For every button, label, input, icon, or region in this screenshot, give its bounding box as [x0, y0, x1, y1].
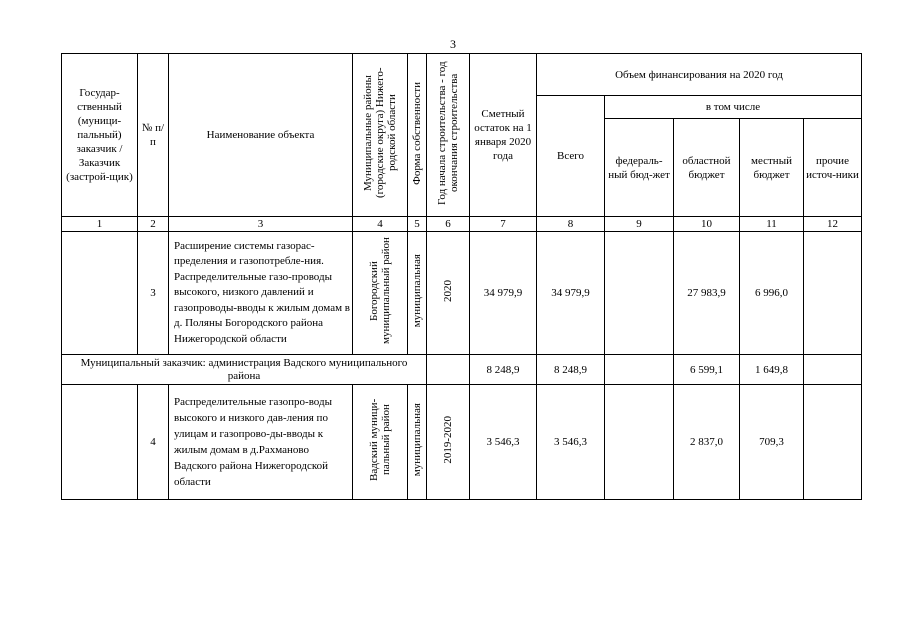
ownership-cell: муниципальная: [408, 385, 427, 500]
header-district: Муниципальные районы (городские округа) Нижего-родской области: [353, 54, 408, 217]
customer-cell: [62, 385, 138, 500]
district-cell: Богородский муниципальный район: [353, 232, 408, 355]
column-number: 7: [470, 217, 537, 232]
row-number: 3: [138, 232, 169, 355]
federal-cell: [605, 355, 674, 385]
regional-cell: 27 983,9: [674, 232, 740, 355]
financing-table: [61, 53, 862, 500]
regional-cell: 2 837,0: [674, 385, 740, 500]
header-object: Наименование объекта: [169, 54, 353, 217]
other-cell: [804, 385, 862, 500]
customer-cell: [62, 232, 138, 355]
remainder-cell: 8 248,9: [470, 355, 537, 385]
district-cell: Вадский муници-пальный район: [353, 385, 408, 500]
page-number: 3: [450, 37, 456, 51]
column-number-row: [62, 217, 862, 232]
header-local: местный бюджет: [740, 119, 804, 217]
header-num: № п/п: [138, 54, 169, 217]
ownership-cell: муниципальная: [408, 232, 427, 355]
header-financing: Объем финансирования на 2020 год: [537, 54, 862, 96]
header-ownership: Форма собственности: [408, 54, 427, 217]
local-cell: 709,3: [740, 385, 804, 500]
header-other: прочие источ-ники: [804, 119, 862, 217]
remainder-cell: 3 546,3: [470, 385, 537, 500]
column-number: 10: [674, 217, 740, 232]
total-cell: 34 979,9: [537, 232, 605, 355]
years-cell: 2019-2020: [427, 385, 470, 500]
table-row: [62, 232, 862, 355]
row-number: 4: [138, 385, 169, 500]
remainder-cell: 34 979,9: [470, 232, 537, 355]
header-row-1: [62, 54, 862, 96]
column-number: 8: [537, 217, 605, 232]
column-number: 11: [740, 217, 804, 232]
years-cell: [427, 355, 470, 385]
column-number: 1: [62, 217, 138, 232]
column-number: 12: [804, 217, 862, 232]
header-total: Всего: [537, 96, 605, 217]
years-cell: 2020: [427, 232, 470, 355]
column-number: 4: [353, 217, 408, 232]
header-regional: областной бюджет: [674, 119, 740, 217]
column-number: 9: [605, 217, 674, 232]
column-number: 6: [427, 217, 470, 232]
header-remainder: Сметный остаток на 1 января 2020 года: [470, 54, 537, 217]
table-row: [62, 355, 862, 385]
other-cell: [804, 355, 862, 385]
federal-cell: [605, 385, 674, 500]
object-name: Расширение системы газорас-пределения и газопотребле-ния. Распределительные газо-проводы высокого, низкого давлений и газопроводы-вводы к жилым домам в д. Поляны Богородского района Нижегородской области: [169, 232, 353, 355]
total-cell: 8 248,9: [537, 355, 605, 385]
customer-group-label: Муниципальный заказчик: администрация Вадского муниципального района: [62, 355, 427, 385]
column-number: 3: [169, 217, 353, 232]
column-number: 2: [138, 217, 169, 232]
header-years: Год начала строительства - год окончания строительства: [427, 54, 470, 217]
local-cell: 6 996,0: [740, 232, 804, 355]
column-number: 5: [408, 217, 427, 232]
header-including: в том числе: [605, 96, 862, 119]
regional-cell: 6 599,1: [674, 355, 740, 385]
header-customer: Государ-ственный (муници-пальный) заказчик / Заказчик (застрой-щик): [62, 54, 138, 217]
table-row: [62, 385, 862, 500]
local-cell: 1 649,8: [740, 355, 804, 385]
federal-cell: [605, 232, 674, 355]
other-cell: [804, 232, 862, 355]
header-federal: федераль-ный бюд-жет: [605, 119, 674, 217]
total-cell: 3 546,3: [537, 385, 605, 500]
object-name: Распределительные газопро-воды высокого и низкого дав-ления по улицам и газопрово-ды-вводы к жилым домам в д.Рахманово Вадского района Нижегородской области: [169, 385, 353, 500]
